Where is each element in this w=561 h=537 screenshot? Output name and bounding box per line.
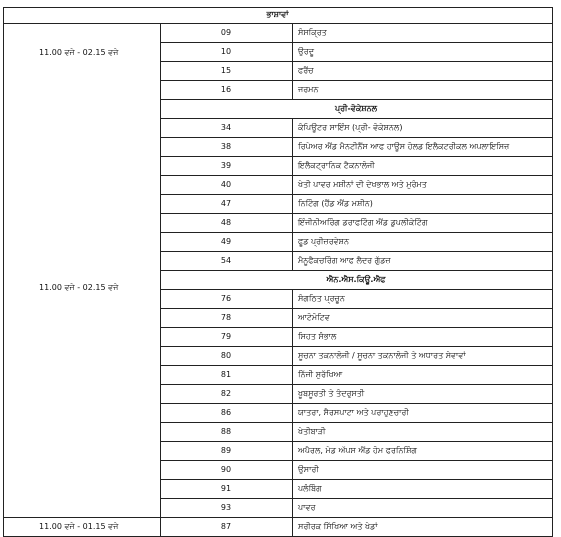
subject-name: ਸੂਚਨਾ ਤਕਨਾਲੋਜੀ / ਸੂਚਨਾ ਤਕਨਾਲੋਜੀ ਤੇ ਅਧਾਰਤ ਸੇਵਾਵਾਂ: [298, 351, 466, 360]
subject-code: 88: [220, 427, 232, 436]
time-slot: 11.00 ਵਜੇ - 01.15 ਵਜੇ: [39, 522, 119, 531]
subject-name: ਯਾਤਰਾ, ਸੈਰਸਪਾਟਾ ਅਤੇ ਪਰਾਹੁਣਚਾਰੀ: [298, 408, 409, 417]
subject-code: 47: [220, 199, 232, 208]
column-divider: [292, 422, 293, 441]
column-divider: [292, 80, 293, 99]
subject-code: 81: [220, 370, 232, 379]
subject-code: 54: [220, 256, 232, 265]
subject-code: 39: [220, 161, 232, 170]
column-divider: [292, 175, 293, 194]
subject-name: ਸਿਹਤ ਸੰਭਾਲ: [298, 332, 337, 341]
column-divider: [292, 460, 293, 479]
subject-name: ਇੰਜੀਨੀਅਰਿੰਗ ਡਰਾਫਟਿੰਗ ਐਂਡ ਡੁਪਲੀਕੇਟਿੰਗ: [298, 218, 428, 227]
column-divider: [292, 137, 293, 156]
column-divider: [292, 327, 293, 346]
section-header: ਪ੍ਰੀ-ਵੋਕੇਸ਼ਨਲ: [334, 104, 378, 113]
subject-name: ਸੰਗਠਿਤ ਪ੍ਰਚੂਨ: [298, 294, 345, 303]
column-divider: [292, 232, 293, 251]
subject-name: ਨਿਟਿੰਗ (ਹੈਂਡ ਐਂਡ ਮਸ਼ੀਨ): [298, 199, 373, 208]
column-divider: [292, 61, 293, 80]
column-divider: [552, 7, 553, 537]
subject-name: ਆਟੋਮੋਟਿਵ: [298, 313, 330, 322]
subject-name: ਨਿੱਜੀ ਸੁਰੱਖਿਆ: [298, 370, 343, 379]
column-divider: [292, 251, 293, 270]
table-title: ਭਾਸ਼ਾਵਾਂ: [266, 10, 289, 19]
subject-name: ਸੰਸਕ੍ਰਿਤ: [298, 28, 327, 37]
subject-name: ਪਾਵਰ: [298, 503, 316, 512]
column-divider: [292, 403, 293, 422]
subject-name: ਰਿਪੇਅਰ ਐਂਡ ਮੈਨਟੀਨੈਂਸ ਆਫ ਹਾਊਸ ਹੋਲਡ ਇਲੈਕਟਰੀਕਲ ਅਪਲਾਇਸਿਜ਼: [298, 142, 510, 151]
column-divider: [292, 498, 293, 517]
column-divider: [292, 289, 293, 308]
subject-code: 34: [220, 123, 232, 132]
column-divider: [3, 7, 4, 537]
subject-name: ਉਰਦੂ: [298, 47, 315, 56]
subject-name: ਪਲੰਬਿੰਗ: [298, 484, 322, 493]
subject-code: 90: [220, 465, 232, 474]
subject-code: 38: [220, 142, 232, 151]
subject-code: 16: [220, 85, 232, 94]
column-divider: [292, 365, 293, 384]
subject-code: 93: [220, 503, 232, 512]
subject-code: 86: [220, 408, 232, 417]
subject-name: ਉਸਾਰੀ: [298, 465, 319, 474]
column-divider: [292, 308, 293, 327]
subject-name: ਕੰਪਿਊਟਰ ਸਾਇੰਸ (ਪ੍ਰੀ- ਵੋਕੇਸ਼ਨਲ): [298, 123, 403, 132]
column-divider: [292, 479, 293, 498]
subject-code: 80: [220, 351, 232, 360]
column-divider: [292, 346, 293, 365]
subject-code: 40: [220, 180, 232, 189]
subject-name: ਖੇਤੀ ਪਾਵਰ ਮਸ਼ੀਨਾਂ ਦੀ ਦੇਖਭਾਲ ਅਤੇ ਮੁਰੰਮਤ: [298, 180, 427, 189]
subject-code: 76: [220, 294, 232, 303]
subject-name: ਖੇਤੀਬਾੜੀ: [298, 427, 326, 436]
subject-name: ਮੈਨੂਫੈਕਚਰਿੰਗ ਆਫ ਲੈਦਰ ਗੁੱਡਜ਼: [298, 256, 391, 265]
column-divider: [292, 23, 293, 42]
subject-code: 10: [220, 47, 232, 56]
subject-name: ਸਰੀਰਕ ਸਿੱਖਿਆ ਅਤੇ ਖੇਡਾਂ: [298, 522, 378, 531]
subject-name: ਫੂਡ ਪ੍ਰੀਜ਼ਰਵੇਸ਼ਨ: [298, 237, 350, 246]
subject-name: ਇਲੈਕਟ੍ਰਾਨਿਕ ਟੈਕਨਾਲੋਜੀ: [298, 161, 375, 170]
column-divider: [292, 213, 293, 232]
section-header: ਐਨ.ਐਸ.ਕਿਊ.ਐਫ: [326, 275, 386, 284]
column-divider: [292, 517, 293, 536]
subject-code: 15: [220, 66, 232, 75]
subject-code: 78: [220, 313, 232, 322]
column-divider: [292, 156, 293, 175]
subject-code: 87: [220, 522, 232, 531]
subject-name: ਜਰਮਨ: [298, 85, 319, 94]
column-divider: [292, 384, 293, 403]
subject-code: 49: [220, 237, 232, 246]
column-divider: [292, 441, 293, 460]
subject-name: ਫਰੈਂਚ: [298, 66, 314, 75]
subject-code: 91: [220, 484, 232, 493]
column-divider: [292, 42, 293, 61]
subject-code: 89: [220, 446, 232, 455]
time-slot: 11.00 ਵਜੇ - 02.15 ਵਜੇ: [39, 282, 119, 292]
column-divider: [292, 194, 293, 213]
subject-name: ਖੂਬਸੂਰਤੀ ਤੇ ਤੰਦਰੁਸਤੀ: [298, 389, 365, 398]
time-slot: 11.00 ਵਜੇ - 02.15 ਵਜੇ: [39, 47, 119, 57]
subject-code: 48: [220, 218, 232, 227]
subject-name: ਅਪੈਰਲ, ਮੇਡ ਅੱਪਸ ਐਂਡ ਹੋਮ ਫਰਨਿਸ਼ਿੰਗ: [298, 446, 417, 455]
column-divider: [292, 118, 293, 137]
subject-code: 79: [220, 332, 232, 341]
subject-code: 82: [220, 389, 232, 398]
subject-code: 09: [220, 28, 232, 37]
